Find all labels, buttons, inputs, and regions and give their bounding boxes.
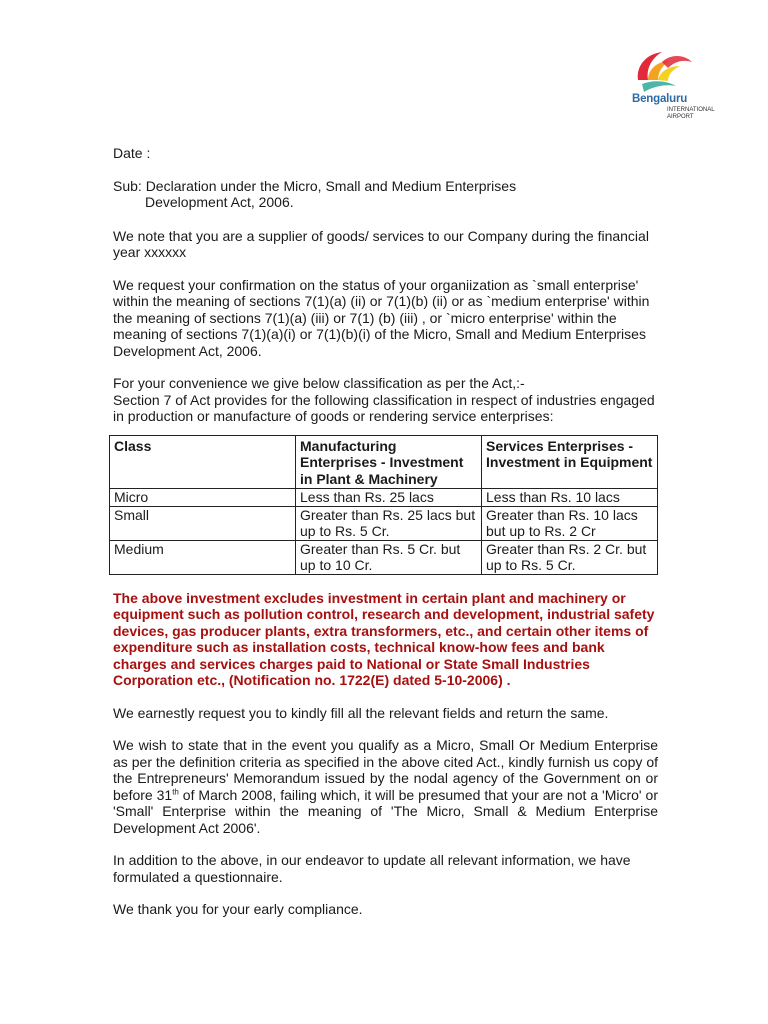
memorandum-text-start: We wish to state that in the event you qualify as a Micro, Small Or Medium Enterprise as per the definition criteria as specified in the above cited Act., kindly furnish us copy of the Entrepreneurs' Memorandum issued by the nodal agency of the Government on or before 31	[113, 737, 658, 803]
table-cell: Medium	[110, 540, 296, 574]
memorandum-paragraph	[113, 737, 658, 836]
header-manufacturing: Manufacturing Enterprises - Investment in Plant & Machinery	[296, 435, 482, 489]
table-cell: Micro	[110, 489, 296, 507]
classification-intro: For your convenience we give below classification as per the Act,:-	[113, 375, 525, 391]
closing-line: We thank you for your early compliance.	[113, 901, 363, 917]
memorandum-text-end: of March 2008, failing which, it will be presumed that your are not a 'Micro' or 'Small' Enterprise within the meaning of 'The Micro, Small & Medium Enterprise Development Act 2006'.	[113, 786, 658, 836]
table-cell: Greater than Rs. 5 Cr. but up to 10 Cr.	[296, 540, 482, 574]
confirmation-request-paragraph: We request your confirmation on the status of your organiization as `small enterprise' within the meaning of sections 7(1)(a) (ii) or 7(1)(b) (ii) or as `medium enterprise' within the meaning of sections 7(1)(a) (iii) or 7(1) (b) (iii) , or `micro enterprise' within the meaning of sections 7(1)(a)(i) or 7(1)(b)(i) of the Micro, Small and Medium Enterprises Development Act, 2006.	[113, 276, 650, 359]
table-row	[110, 506, 658, 540]
table-cell: Less than Rs. 10 lacs	[482, 489, 658, 507]
fill-fields-request: We earnestly request you to kindly fill all the relevant fields and return the same.	[113, 704, 609, 721]
table-row	[110, 540, 658, 574]
date-label: Date :	[113, 145, 151, 161]
subject-line: Sub: Declaration under the Micro, Small and Medium Enterprises	[113, 177, 517, 194]
supplier-paragraph: We note that you are a supplier of goods/ services to our Company during the financial year xxxxxx	[113, 227, 649, 260]
table-cell: Greater than Rs. 25 lacs but up to Rs. 5 Cr.	[296, 506, 482, 540]
subject-line-continued: Development Act, 2006.	[145, 194, 294, 210]
table-cell: Less than Rs. 25 lacs	[296, 489, 482, 507]
table-cell: Greater than Rs. 2 Cr. but up to Rs. 5 Cr.	[482, 540, 658, 574]
bengaluru-airport-logo	[632, 50, 728, 126]
logo-sub-line: INTERNATIONAL	[667, 107, 715, 113]
investment-exclusion-note: The above investment excludes investment in certain plant and machinery or equipment such as pollution control, research and development, industrial safety devices, gas producer plants, extra transformers, etc., and certain other items of expenditure such as installation costs, technical know-how fees and bank charges and services charges paid to National or State Small Industries Corporation etc., (Notification no. 1722(E) dated 5-10-2006) .	[113, 589, 655, 688]
header-services: Services Enterprises - Investment in Equipment	[482, 435, 658, 489]
table-cell: Greater than Rs. 10 lacs but up to Rs. 2 Cr	[482, 506, 658, 540]
logo-name: Bengaluru	[632, 93, 688, 105]
table-row	[110, 489, 658, 507]
questionnaire-paragraph: In addition to the above, in our endeavor to update all relevant information, we have formulated a questionnaire.	[113, 852, 631, 885]
table-cell: Small	[110, 506, 296, 540]
subject	[113, 178, 658, 211]
table-header-row	[110, 435, 658, 489]
ordinal-superscript: th	[172, 786, 179, 796]
logo-swoosh-icon	[632, 50, 702, 94]
header-class: Class	[110, 435, 296, 489]
logo-sub-line: AIRPORT	[667, 114, 694, 120]
section-7-paragraph: Section 7 of Act provides for the following classification in respect of industries engaged in production or manufacture of goods or rendering service enterprises:	[113, 391, 655, 424]
classification-table	[109, 435, 658, 575]
letter-body	[113, 145, 658, 918]
logo-subtitle	[667, 107, 715, 121]
